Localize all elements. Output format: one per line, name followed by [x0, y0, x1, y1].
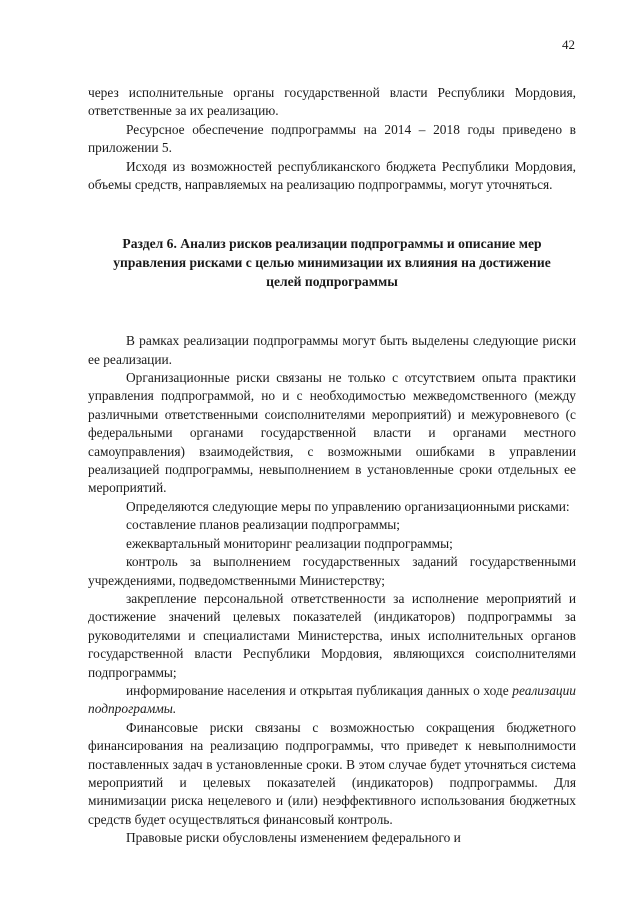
measure-item-3: контроль за выполнением государственных заданий государственными учреждениями, подведомственными Министерству; [88, 554, 576, 588]
intro-paragraph-3: Исходя из возможностей республиканского бюджета Республики Мордовия, объемы средств, направляемых на реализацию подпрограммы, могут уточняться. [88, 158, 576, 193]
measure-item-5-italic-text: реализации подпрограммы. [88, 682, 576, 717]
measures-intro-paragraph: Определяются следующие меры по управлению организационными рисками: [126, 498, 570, 514]
page-number: 42 [562, 37, 575, 52]
measure-item-5-text: информирование населения и открытая публикация данных о ходе [126, 682, 513, 698]
measure-item-2: ежеквартальный мониторинг реализации подпрограммы; [126, 535, 453, 551]
intro-paragraph-1: через исполнительные органы государственной власти Республики Мордовия, ответственные за их реализацию. [88, 85, 576, 119]
legal-risks-paragraph: Правовые риски обусловлены изменением федерального и [126, 830, 461, 846]
intro-paragraph-2: Ресурсное обеспечение подпрограммы на 2014 – 2018 годы приведено в приложении 5. [88, 121, 576, 156]
measure-item-5 [88, 682, 576, 719]
financial-risks-paragraph: Финансовые риски связаны с возможностью сокращения бюджетного финансирования на реализацию подпрограммы, что приведет к невыполнимости поставленных задач в установленные сроки. В этом случае будет уточняться система мероприятий и целевых показателей (индикаторов) подпрограммы. Для минимизации риска нецелевого и (или) неэффективного использования бюджетных средств будет осуществляться финансовый контроль. [88, 719, 576, 827]
risks-intro-paragraph: В рамках реализации подпрограммы могут быть выделены следующие риски ее реализации. [88, 333, 576, 367]
measure-item-1: составление планов реализации подпрограммы; [126, 517, 401, 533]
measure-item-4: закрепление персональной ответственности за исполнение мероприятий и достижение значений целевых показателей (индикаторов) подпрограммы за руководителями и специалистами Министерства, иных исполнительных органов государственной власти Республики Мордовия, являющихся соисполнителями подпрограммы; [88, 590, 576, 680]
section-heading: Раздел 6. Анализ рисков реализации подпрограммы и описание мер управления рисками с целью минимизации их влияния на достижение целей подпрограммы [113, 236, 551, 289]
organizational-risks-paragraph: Организационные риски связаны не только с отсутствием опыта практики управления подпрограммой, но и с необходимостью межведомственного (между различными ответственными соисполнителями мероприятий) и межуровневого (с федеральными органами государственной власти и органами местного самоуправления) взаимодействия, с возможными ошибками в управлении реализацией подпрограммы, невыполнением в установленные сроки отдельных ее мероприятий. [88, 370, 576, 496]
page-content [88, 84, 576, 848]
